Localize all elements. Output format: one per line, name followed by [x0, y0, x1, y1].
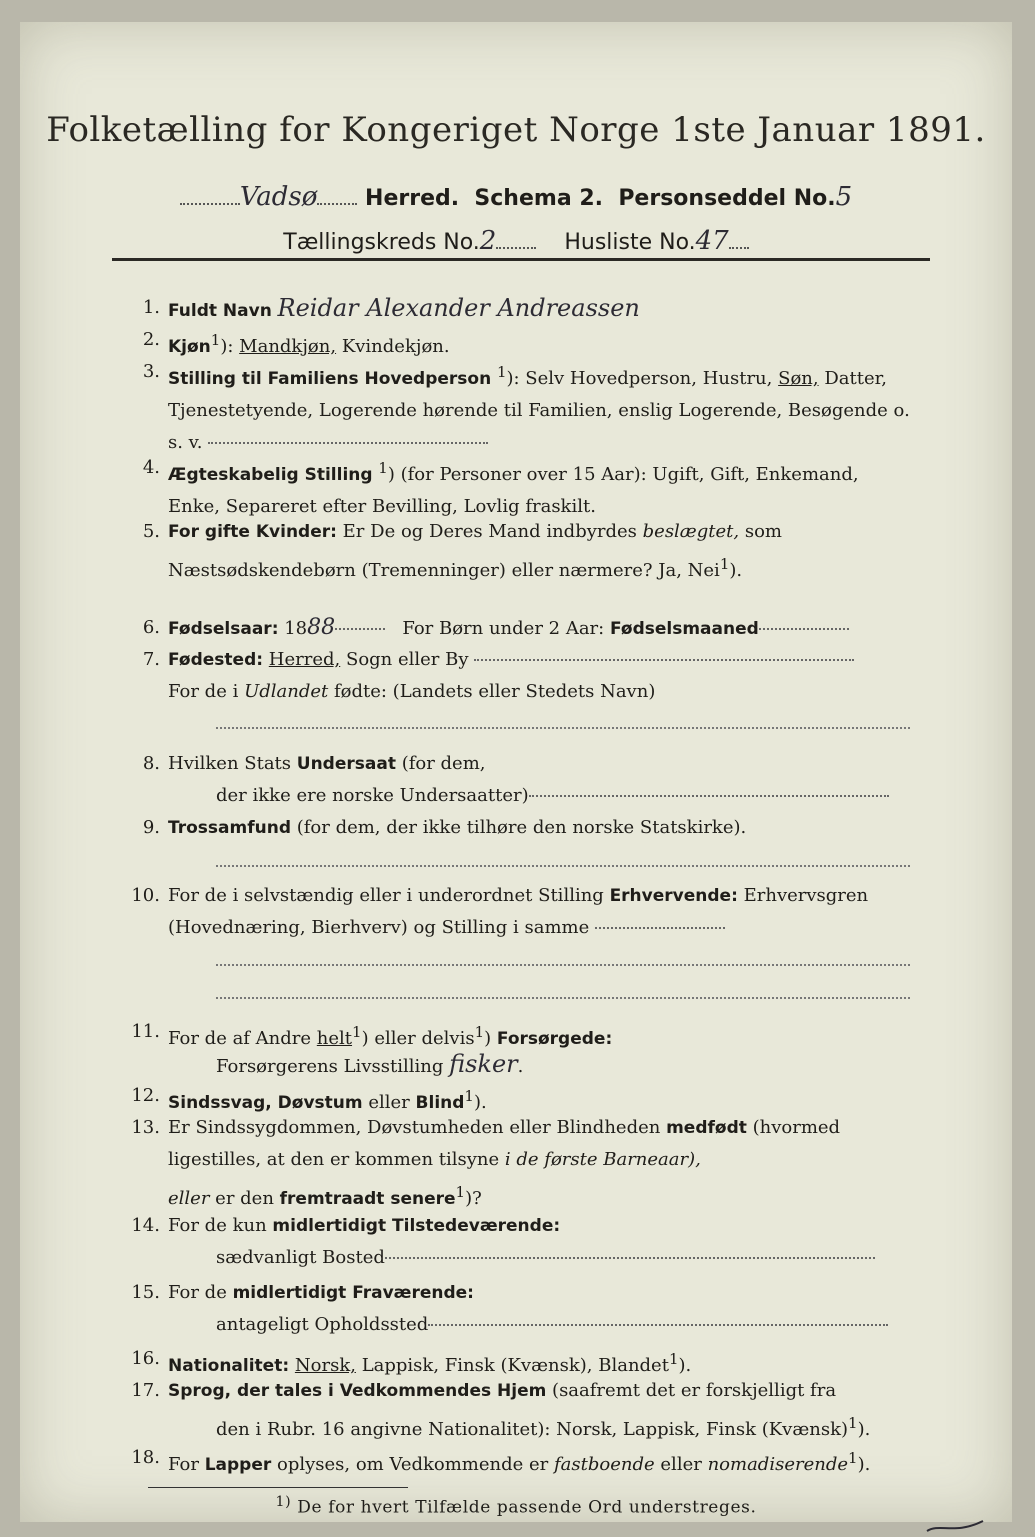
header-rule: [112, 258, 930, 261]
kreds-value: 2: [479, 226, 497, 256]
full-name-value: Reidar Alexander Andreassen: [277, 294, 640, 322]
footnote: $^{1)}$ De for hvert Tilfælde passende Ord understreges.: [275, 1494, 757, 1518]
schema-label: Schema 2.: [474, 186, 603, 211]
herred-label: Herred.: [365, 186, 460, 211]
birth-year-value: 88: [307, 615, 336, 640]
provider-occupation-value: fisker: [449, 1050, 518, 1078]
personseddel-label: Personseddel No.: [618, 186, 836, 211]
herred-value: Vadsø: [239, 182, 318, 212]
husliste-label: Husliste No.: [564, 230, 696, 255]
position-selected: Søn,: [778, 368, 819, 389]
husliste-value: 47: [695, 226, 729, 256]
kreds-label: Tællingskreds No.: [283, 230, 480, 255]
census-form-sheet: Folketælling for Kongeriget Norge 1ste Januar 1891. Vadsø Herred. Schema 2. Personseddel No.5 Tællingskreds No.2 Husliste No.47 1. Fuldt Navn Reidar Alexander Andreassen 2. Kjøn$^1$): Mandkjøn, Kvindekjøn. 3. Stilling til Familiens Hovedperson $^1$): Selv Hovedperson, Hustru, Søn, Datter, Tjenestetyende, Logerende hørende til Familien, enslig Logerende, Besøgende o. s. v. 4. Ægteskabelig Stilling $^1$) (for Personer over 15 Aar): Ugift, Gift, Enkemand, Enke, Separeret efter Bevilling, Lovlig fraskilt. 5. For gifte Kvinder: Er De og Deres Mand indbyrdes beslægtet, som Næstsødskendebørn (Tremenninger) eller nærmere? Ja, Nei$^1$). 6. Fødselsaar: 1888 For Børn under 2 Aar: Fødselsmaaned 7. Fødested: Herred, Sogn eller By For de i Udlandet fødte: (Landets eller Stedets Navn) 8. Hvilken Stats Undersaat (for dem, der ikke ere norske Undersaatter) 9. Trossamfund (for dem, der ikke tilhøre den norske Statskirke). 10. For de i selvstændig eller i underordnet Stilling Erhvervende: Erhvervsgren (Hovednæring, Bierhverv) og Stilling i samme 11. For de af Andre helt$^1$) eller delvis$^1$) Forsørgede: Forsørgerens Livsstilling fisker. 12. Sindssvag, Døvstum eller Blind$^1$). 13. Er Sindssygdommen, Døvstumheden eller Blindheden medfødt (hvormed ligestilles, at den er kommen tilsyne i de første Barneaar), eller er den fremtraadt senere$^1$)? 14. For de kun midlertidigt Tilstedeværende: sædvanligt Bosted 15. For de midlertidigt Fraværende: antageligt Opholdssted 16. Nationalitet: Norsk, Lappisk, Finsk (Kvænsk), Blandet$^1$). 17. Sprog, der tales i Vedkommendes Hjem (saafremt det er forskjelligt fra den i Rubr. 16 angivne Nationalitet): Norsk, Lappisk, Finsk (Kvænsk)$^1$). 18. For Lapper oplyses, om Vedkommende er fastboende eller nomadiserende$^1$). $^{1)}$ De for hvert Tilfælde passende Ord understreges.: [20, 22, 1012, 1522]
pen-mark-icon: [925, 1517, 985, 1537]
birthplace-selected: Herred,: [268, 649, 341, 670]
footnote-rule: [148, 1487, 408, 1488]
header-line-herred: [20, 182, 1012, 212]
gender-selected: Mandkjøn,: [239, 336, 337, 357]
header-line-kreds: [20, 226, 1012, 256]
personseddel-value: 5: [835, 182, 853, 212]
form-title: Folketælling for Kongeriget Norge 1ste Januar 1891.: [46, 110, 986, 150]
nationality-selected: Norsk,: [294, 1355, 356, 1376]
